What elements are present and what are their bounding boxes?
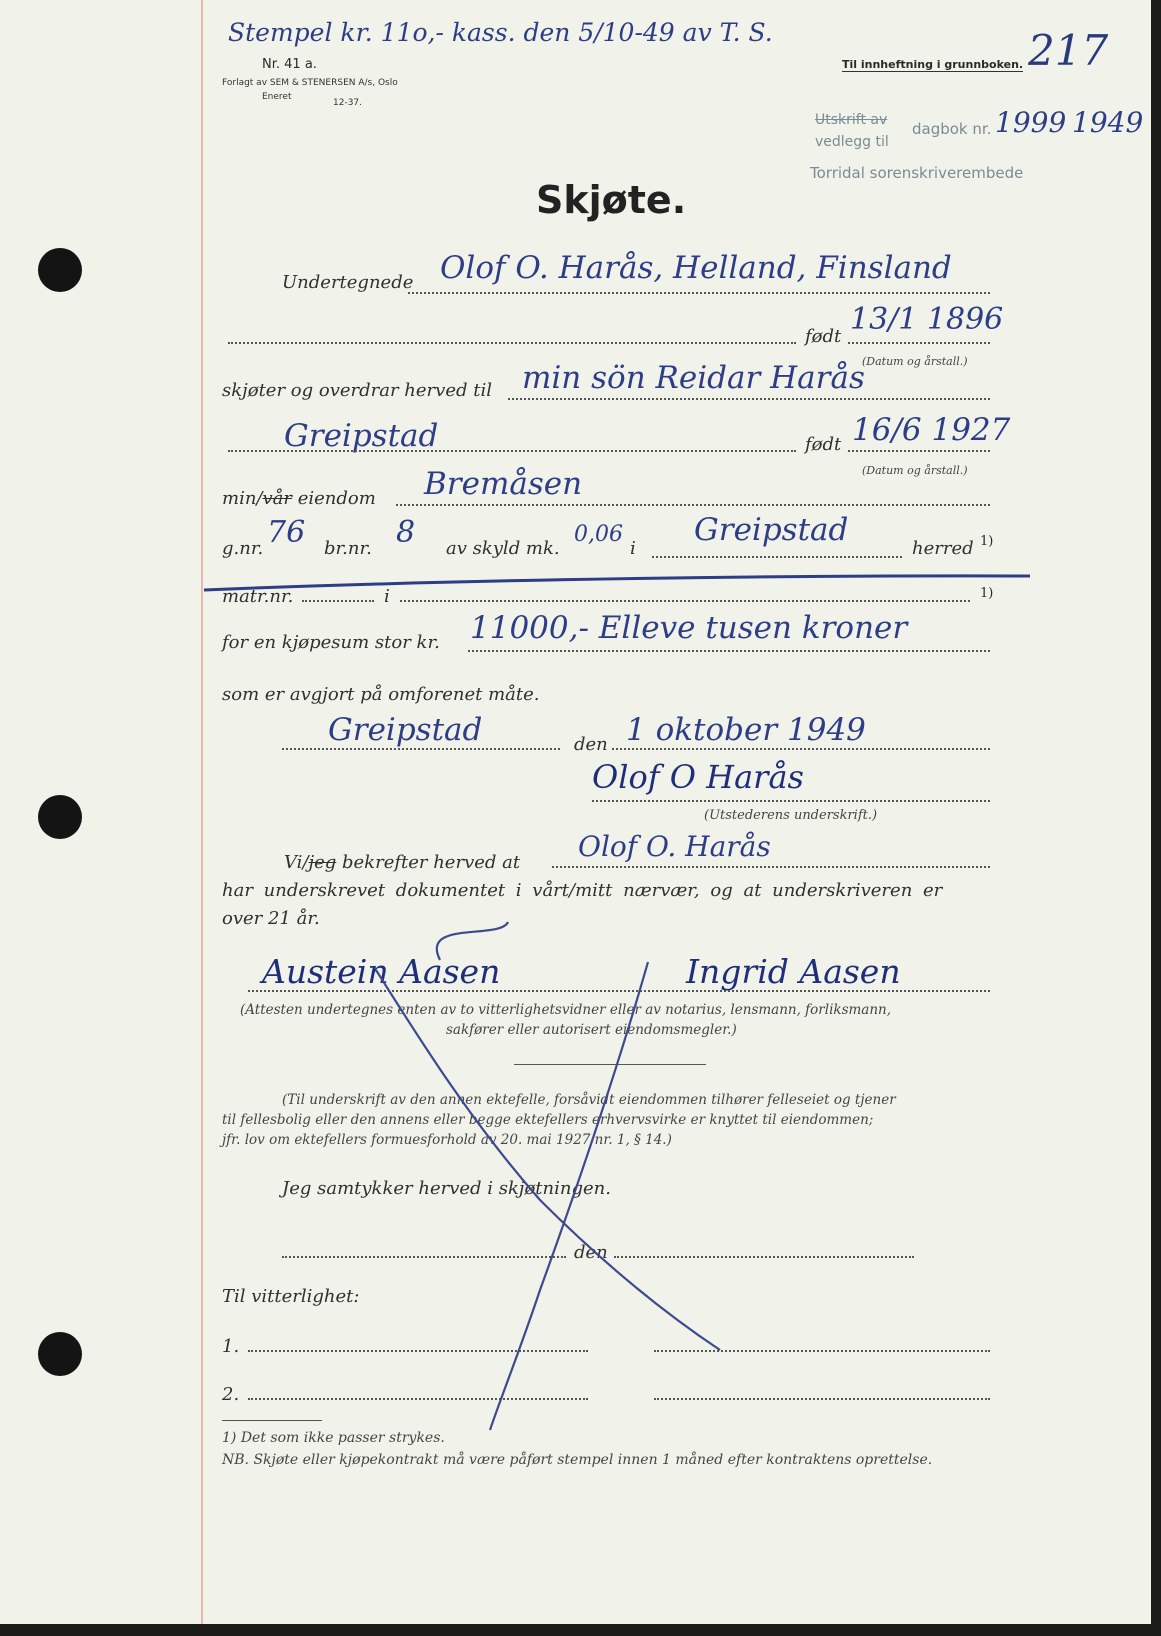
skjoter-value2: Greipstad (284, 418, 439, 454)
bnr-value: 8 (396, 515, 416, 550)
skyld-label: av skyld mk. (446, 538, 560, 559)
i-label: i (630, 538, 636, 559)
witness-line2: har underskrevet dokumentet i vårt/mitt nærvær, og at underskriveren er (222, 880, 943, 901)
stamp-annotation: Stempel kr. 11o,- kass. den 5/10-49 av T. S. (228, 18, 773, 47)
footnote-mark: 1) (980, 534, 994, 549)
matr-i-label: i (384, 586, 390, 607)
attest-note1: (Attesten undertegnes enten av to vitterlighetsvidner eller av notarius, lensmann, forliksmann, (240, 1002, 892, 1018)
publisher-extra: Eneret (262, 92, 292, 102)
stamp-year: 1949 (1072, 106, 1144, 139)
fodt2-value: 16/6 1927 (852, 412, 1011, 448)
avgjort-text: som er avgjort på omforenet måte. (222, 684, 540, 705)
witness-line3: over 21 år. (222, 908, 320, 929)
samtykke-text: Jeg samtykker herved i skjøtningen. (282, 1178, 611, 1199)
undertegnede-label: Undertegnede (282, 272, 414, 293)
witness1-signature: Austein Aasen (262, 952, 501, 991)
herred-value: Greipstad (694, 512, 849, 548)
undertegnede-value: Olof O. Harås, Helland, Finsland (440, 250, 952, 286)
spouse-den-label: den (574, 1242, 608, 1263)
document-title: Skjøte. (536, 178, 687, 222)
vitterlighet-item1: 1. (222, 1336, 240, 1357)
fodt-label: født (805, 326, 842, 347)
fodt2-label: født (805, 434, 842, 455)
footnote-text: 1) Det som ikke passer strykes. (222, 1430, 445, 1446)
utsteder-hint: (Utstederens underskrift.) (704, 808, 878, 823)
fodt1-value: 13/1 1896 (850, 302, 1004, 337)
bnr-label: br.nr. (324, 538, 372, 559)
vitterlighet-label: Til vitterlighet: (222, 1286, 360, 1307)
stamp-dagbok-number: 1999 (995, 106, 1067, 139)
datum-hint: (Datum og årstall.) (862, 355, 968, 368)
publisher: Forlagt av SEM & STENERSEN A/s, Oslo (222, 78, 398, 88)
witness2-signature: Ingrid Aasen (686, 952, 901, 991)
page-number: 217 (1028, 26, 1109, 75)
stamp-line2: vedlegg til (815, 134, 889, 150)
vitterlighet-item2: 2. (222, 1384, 240, 1405)
witness-text: Vi/jeg bekrefter herved at (284, 852, 521, 873)
kjopesum-value: 11000,- Elleve tusen kroner (470, 610, 908, 646)
stamp-line1: Utskrift av (815, 112, 888, 128)
publisher-date: 12-37. (333, 98, 363, 108)
form-number: Nr. 41 a. (262, 57, 317, 72)
den-label: den (574, 734, 608, 755)
nb-text: NB. Skjøte eller kjøpekontrakt må være påført stempel innen 1 måned efter kontraktens oprettelse. (222, 1452, 933, 1468)
grunnbok-note: Til innheftning i grunnboken. (842, 58, 1024, 71)
herred-label: herred (912, 538, 974, 559)
gnr-value: 76 (267, 515, 306, 550)
datum-hint-2: (Datum og årstall.) (862, 464, 968, 477)
spouse-note3: jfr. lov om ektefellers formuesforhold av 20. mai 1927 nr. 1, § 14.) (222, 1132, 672, 1148)
place-value: Greipstad (328, 712, 483, 748)
skjoter-value: min sön Reidar Harås (522, 360, 865, 396)
kjopesum-label: for en kjøpesum stor kr. (222, 632, 440, 653)
stamp-office: Torridal sorenskriverembede (810, 164, 1024, 182)
gnr-label: g.nr. (222, 538, 264, 559)
footnote-mark-2: 1) (980, 586, 994, 601)
stamp-dagbok-label: dagbok nr. (912, 120, 992, 138)
owner-signature: Olof O Harås (592, 758, 804, 796)
eiendom-value: Bremåsen (424, 466, 583, 502)
attest-note2: sakfører eller autorisert eiendomsmegler.) (446, 1022, 737, 1038)
spouse-note1: (Til underskrift av den annen ektefelle, forsåvidt eiendommen tilhører felleseiet og tjener (282, 1092, 896, 1108)
skyld-value: 0,06 (574, 522, 623, 547)
spouse-note2: til fellesbolig eller den annens eller begge ektefellers erhvervsvirke er knyttet til eiendommen; (222, 1112, 874, 1128)
skjoter-label: skjøter og overdrar herved til (222, 380, 492, 401)
witness-name-value: Olof O. Harås (578, 830, 771, 863)
eiendom-label: min/vår eiendom (222, 488, 376, 509)
matr-label: matr.nr. (222, 586, 294, 607)
date-value: 1 oktober 1949 (626, 712, 866, 748)
